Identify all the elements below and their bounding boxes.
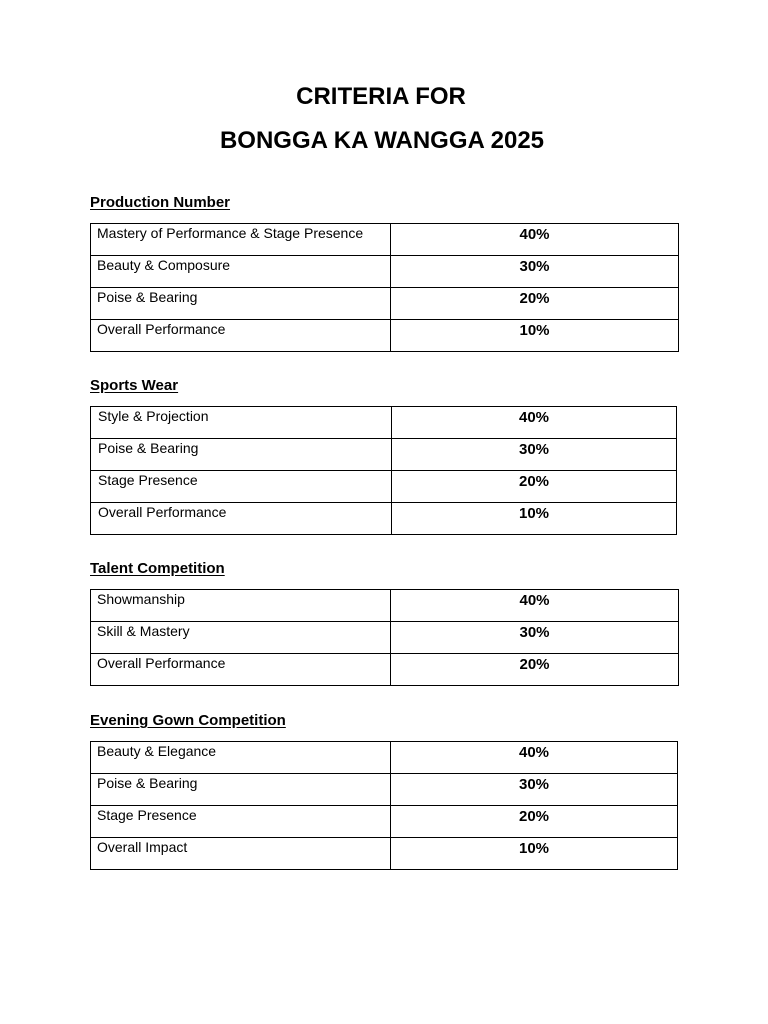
criterion-cell: Overall Performance: [91, 503, 392, 535]
criterion-cell: Beauty & Composure: [91, 256, 391, 288]
criterion-cell: Showmanship: [91, 590, 391, 622]
table-row: [91, 471, 677, 503]
weight-cell: 20%: [391, 654, 679, 686]
criterion-cell: Stage Presence: [91, 471, 392, 503]
weight-cell: 40%: [392, 407, 677, 439]
weight-cell: 40%: [391, 224, 679, 256]
table-row: [91, 654, 679, 686]
document-title-line-2: BONGGA KA WANGGA 2025: [219, 127, 545, 154]
criterion-cell: Overall Impact: [91, 838, 391, 870]
weight-cell: 30%: [391, 256, 679, 288]
weight-cell: 10%: [391, 838, 678, 870]
table-row: [91, 224, 679, 256]
weight-cell: 40%: [391, 742, 678, 774]
weight-cell: 10%: [391, 320, 679, 352]
criteria-table-production-number: [90, 223, 679, 352]
table-row: [91, 439, 677, 471]
criterion-cell: Overall Performance: [91, 654, 391, 686]
weight-cell: 30%: [391, 622, 679, 654]
table-row: [91, 503, 677, 535]
weight-cell: 20%: [391, 806, 678, 838]
section-heading-evening-gown-competition: Evening Gown Competition: [90, 712, 286, 729]
weight-cell: 30%: [392, 439, 677, 471]
criterion-cell: Poise & Bearing: [91, 288, 391, 320]
table-row: [91, 320, 679, 352]
criterion-cell: Style & Projection: [91, 407, 392, 439]
table-row: [91, 742, 678, 774]
section-heading-sports-wear: Sports Wear: [90, 377, 179, 394]
table-row: [91, 622, 679, 654]
criterion-cell: Skill & Mastery: [91, 622, 391, 654]
criterion-cell: Mastery of Performance & Stage Presence: [91, 224, 391, 256]
section-heading-production-number: Production Number: [90, 194, 231, 211]
section-heading-talent-competition: Talent Competition: [90, 560, 225, 577]
criterion-cell: Poise & Bearing: [91, 439, 392, 471]
document-title-line-1: CRITERIA FOR: [296, 83, 466, 110]
criterion-cell: Stage Presence: [91, 806, 391, 838]
weight-cell: 20%: [392, 471, 677, 503]
criteria-table-sports-wear: [90, 406, 677, 535]
table-row: [91, 590, 679, 622]
table-row: [91, 838, 678, 870]
criteria-table-talent-competition: [90, 589, 679, 686]
criterion-cell: Beauty & Elegance: [91, 742, 391, 774]
weight-cell: 40%: [391, 590, 679, 622]
table-row: [91, 288, 679, 320]
criteria-table-evening-gown-competition: [90, 741, 678, 870]
weight-cell: 20%: [391, 288, 679, 320]
table-row: [91, 256, 679, 288]
weight-cell: 30%: [391, 774, 678, 806]
table-row: [91, 407, 677, 439]
table-row: [91, 806, 678, 838]
criterion-cell: Poise & Bearing: [91, 774, 391, 806]
criterion-cell: Overall Performance: [91, 320, 391, 352]
table-row: [91, 774, 678, 806]
weight-cell: 10%: [392, 503, 677, 535]
